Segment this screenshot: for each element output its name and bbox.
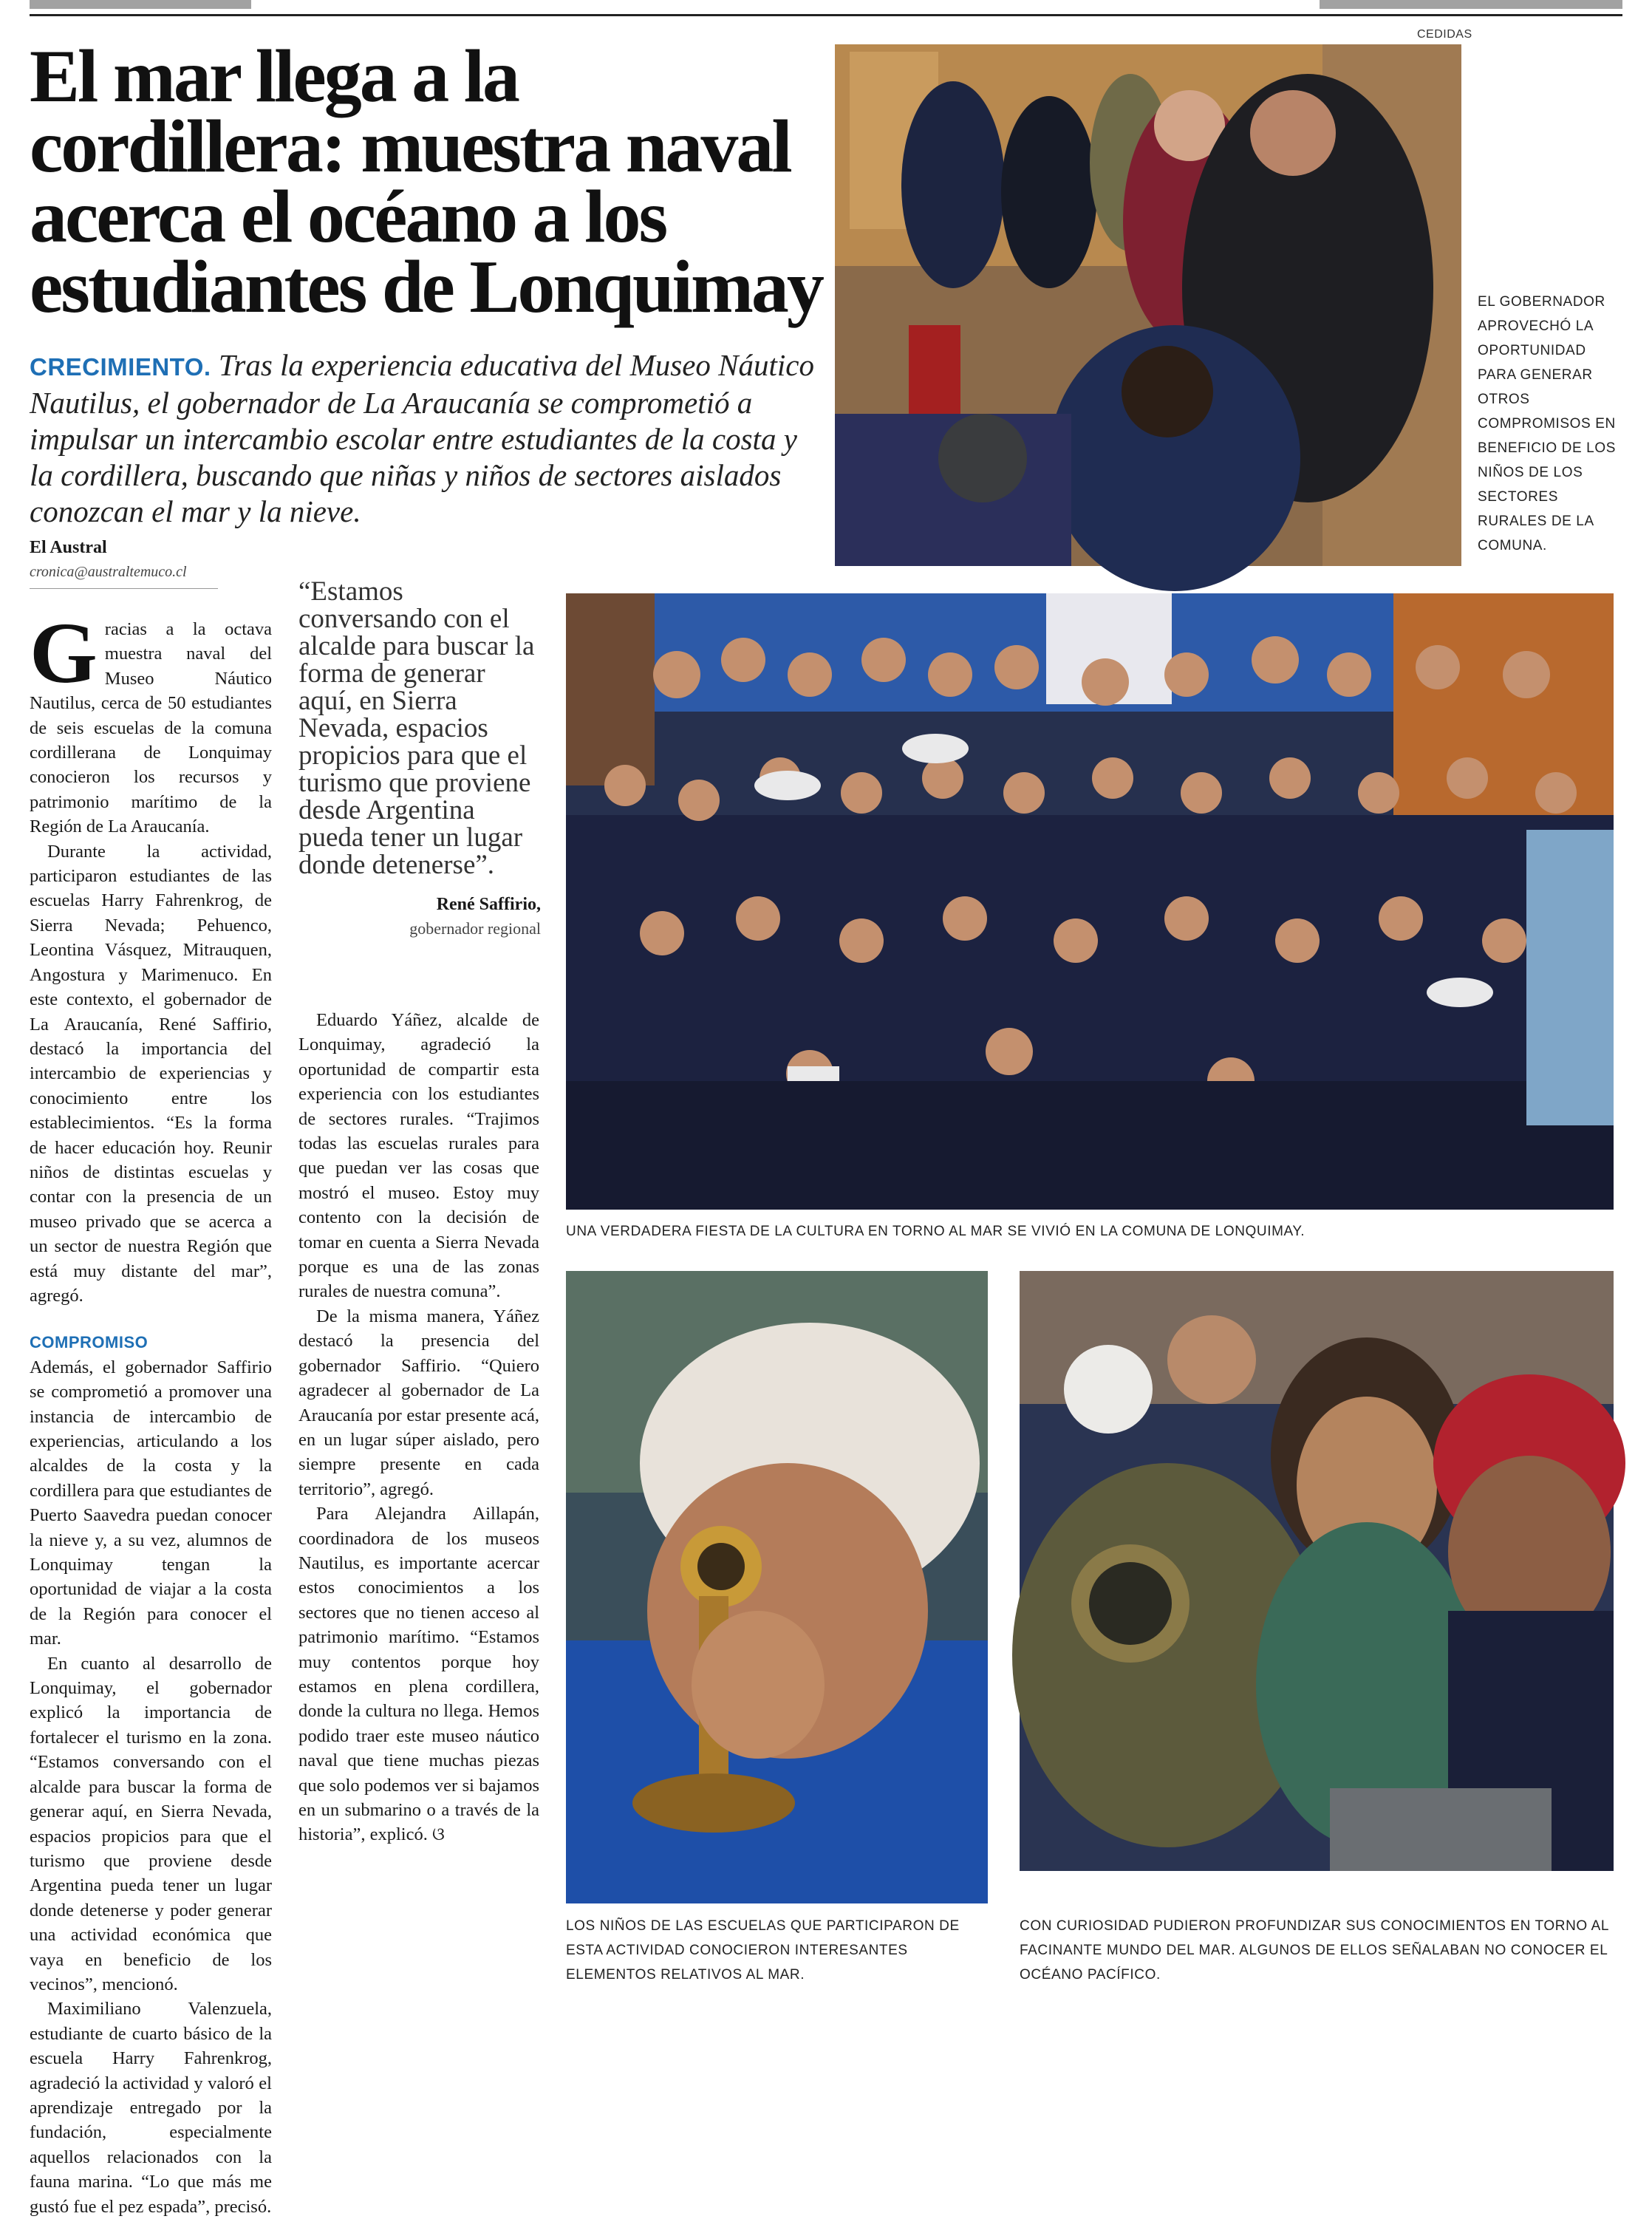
pull-quote-name: René Saffirio,: [436, 895, 541, 914]
paragraph-2: Durante la actividad, participaron estudiantes de las escuelas Harry Fahrenkrog, de Sierra Nevada; Pehuenco, Leontina Vásquez, Mitrauquen, Angostura y Marimenuco. En este contexto, el gobernador de La Araucanía, René Saffirio, destacó la importancia del intercambio de experiencias y conocimiento entre los establecimientos. “Es la forma de hacer educación hoy. Reunir niños de distintas escuelas y contar con la presencia de un museo privado que se acerca a un sector de nuestra Región que está muy distante del mar”, agregó.: [30, 841, 272, 1306]
drop-cap: G: [30, 604, 98, 701]
article-column-2: [298, 1008, 539, 1847]
paragraph-5: Maximiliano Valenzuela, estudiante de cuarto básico de la escuela Harry Fahrenkrog, agradeció la actividad y valoró el aprendizaje entregado por la fundación, especialmente aquellos relacionados con la fauna marina. “Lo que más me gustó fue el pez espada”, precisó.: [30, 1999, 272, 2217]
page-header-rule: [30, 0, 1622, 16]
photo-governor-exhibit: [835, 44, 1461, 566]
photo-diving-helmet: [1020, 1271, 1614, 1871]
headline: El mar llega a la cordillera: muestra naval acerca el océano a los estudiantes de Lonquimay: [30, 35, 822, 329]
byline: [30, 538, 296, 589]
byline-divider: [30, 588, 218, 589]
end-mark-icon: ଓ: [431, 1824, 445, 1845]
photo-group: [566, 593, 1614, 1210]
kicker: CRECIMIENTO.: [30, 353, 211, 381]
paragraph-6: Eduardo Yáñez, alcalde de Lonquimay, agradeció la oportunidad de compartir esta experiencia con los estudiantes de sectores rurales. “Trajimos todas las escuelas rurales para que puedan ver las cosas que mostró el museo. Estoy muy contento con la decisión de tomar en cuenta a Sierra Nevada porque es una de las zonas rurales de nuestra comuna”.: [298, 1010, 539, 1302]
article-column-1: [30, 604, 272, 2219]
lede: [30, 347, 827, 530]
caption-1: EL GOBERNADOR APROVECHÓ LA OPORTUNIDAD PARA GENERAR OTROS COMPROMISOS EN BENEFICIO DE LOS NIÑOS DE LOS SECTORES RURALES DE LA COMUNA.: [1478, 294, 1616, 553]
photo-boy-sextant: [566, 1271, 988, 1903]
pull-quote-text: “Estamos conversando con el alcalde para buscar la forma de generar aquí, en Sierra Nevada, espacios propicios para que el turismo que proviene desde Argentina pueda tener un lugar donde detenerse”.: [298, 576, 535, 880]
paragraph-4: En cuanto al desarrollo de Lonquimay, el gobernador explicó la importancia de fortalecer el turismo en la zona. “Estamos conversando con el alcalde para buscar la forma de generar aquí, en Sierra Nevada, espacios propicios para que el turismo que proviene desde Argentina pueda tener un lugar donde detenerse y poder generar una actividad económica que vaya en beneficio de los vecinos”, mencionó.: [30, 1653, 272, 1994]
section-name-faded: [30, 0, 251, 9]
byline-name: El Austral: [30, 538, 107, 557]
photo-credit: CEDIDAS: [1417, 28, 1472, 41]
paragraph-7: De la misma manera, Yáñez destacó la presencia del gobernador Saffirio. “Quiero agradecer al gobernador de La Araucanía por estar presente acá, en un lugar súper aislado, pero siempre presente en cada territorio”, agregó.: [298, 1306, 539, 1499]
byline-email: cronica@australtemuco.cl: [30, 564, 187, 580]
lede-text: Tras la experiencia educativa del Museo Náutico Nautilus, el gobernador de La Araucanía se comprometió a impulsar un intercambio escolar entre estudiantes de la costa y la cordillera, buscando que niñas y niños de sectores aislados conozcan el mar y la nieve.: [30, 348, 814, 528]
paragraph-8: Para Alejandra Aillapán, coordinadora de los museos Nautilus, es importante acercar estos conocimientos a los sectores que no tienen acceso al patrimonio marítimo. “Estamos muy contentos porque hoy estamos en plena cordillera, donde la cultura no llega. Hemos podido traer este museo náutico naval que tiene muchas piezas que solo podemos ver si bajamos en un submarino o a través de la historia”, explicó. ଓ: [298, 1504, 539, 1845]
caption-4: CON CURIOSIDAD PUDIERON PROFUNDIZAR SUS CONOCIMIENTOS EN TORNO AL FACINANTE MUNDO DEL MAR. ALGUNOS DE ELLOS SEÑALABAN NO CONOCER EL OCÉANO PACÍFICO.: [1020, 1918, 1609, 1983]
page-date-faded: [1320, 0, 1622, 9]
pull-quote: [298, 578, 541, 938]
caption-2: UNA VERDADERA FIESTA DE LA CULTURA EN TORNO AL MAR SE VIVIÓ EN LA COMUNA DE LONQUIMAY.: [566, 1224, 1305, 1239]
caption-3: LOS NIÑOS DE LAS ESCUELAS QUE PARTICIPARON DE ESTA ACTIVIDAD CONOCIERON INTERESANTES ELEMENTOS RELATIVOS AL MAR.: [566, 1918, 960, 1983]
pull-quote-role: gobernador regional: [409, 919, 541, 938]
paragraph-1: Gracias a la octava muestra naval del Museo Náutico Nautilus, cerca de 50 estudiantes de seis escuelas de la comuna cordillerana de Lonquimay conocieron los recursos y patrimonio marítimo de la Región de La Araucanía.: [30, 604, 272, 837]
subhead-compromiso: COMPROMISO: [30, 1333, 149, 1352]
paragraph-3: Además, el gobernador Saffirio se comprometió a promover una instancia de intercambio de experiencias, articulando a los alcaldes de la costa y la cordillera para que estudiantes de Puerto Saavedra puedan conocer la nieve y, a su vez, alumnos de Lonquimay tengan la oportunidad de viajar a la costa de la Región para conocer el mar.: [30, 1357, 272, 1649]
